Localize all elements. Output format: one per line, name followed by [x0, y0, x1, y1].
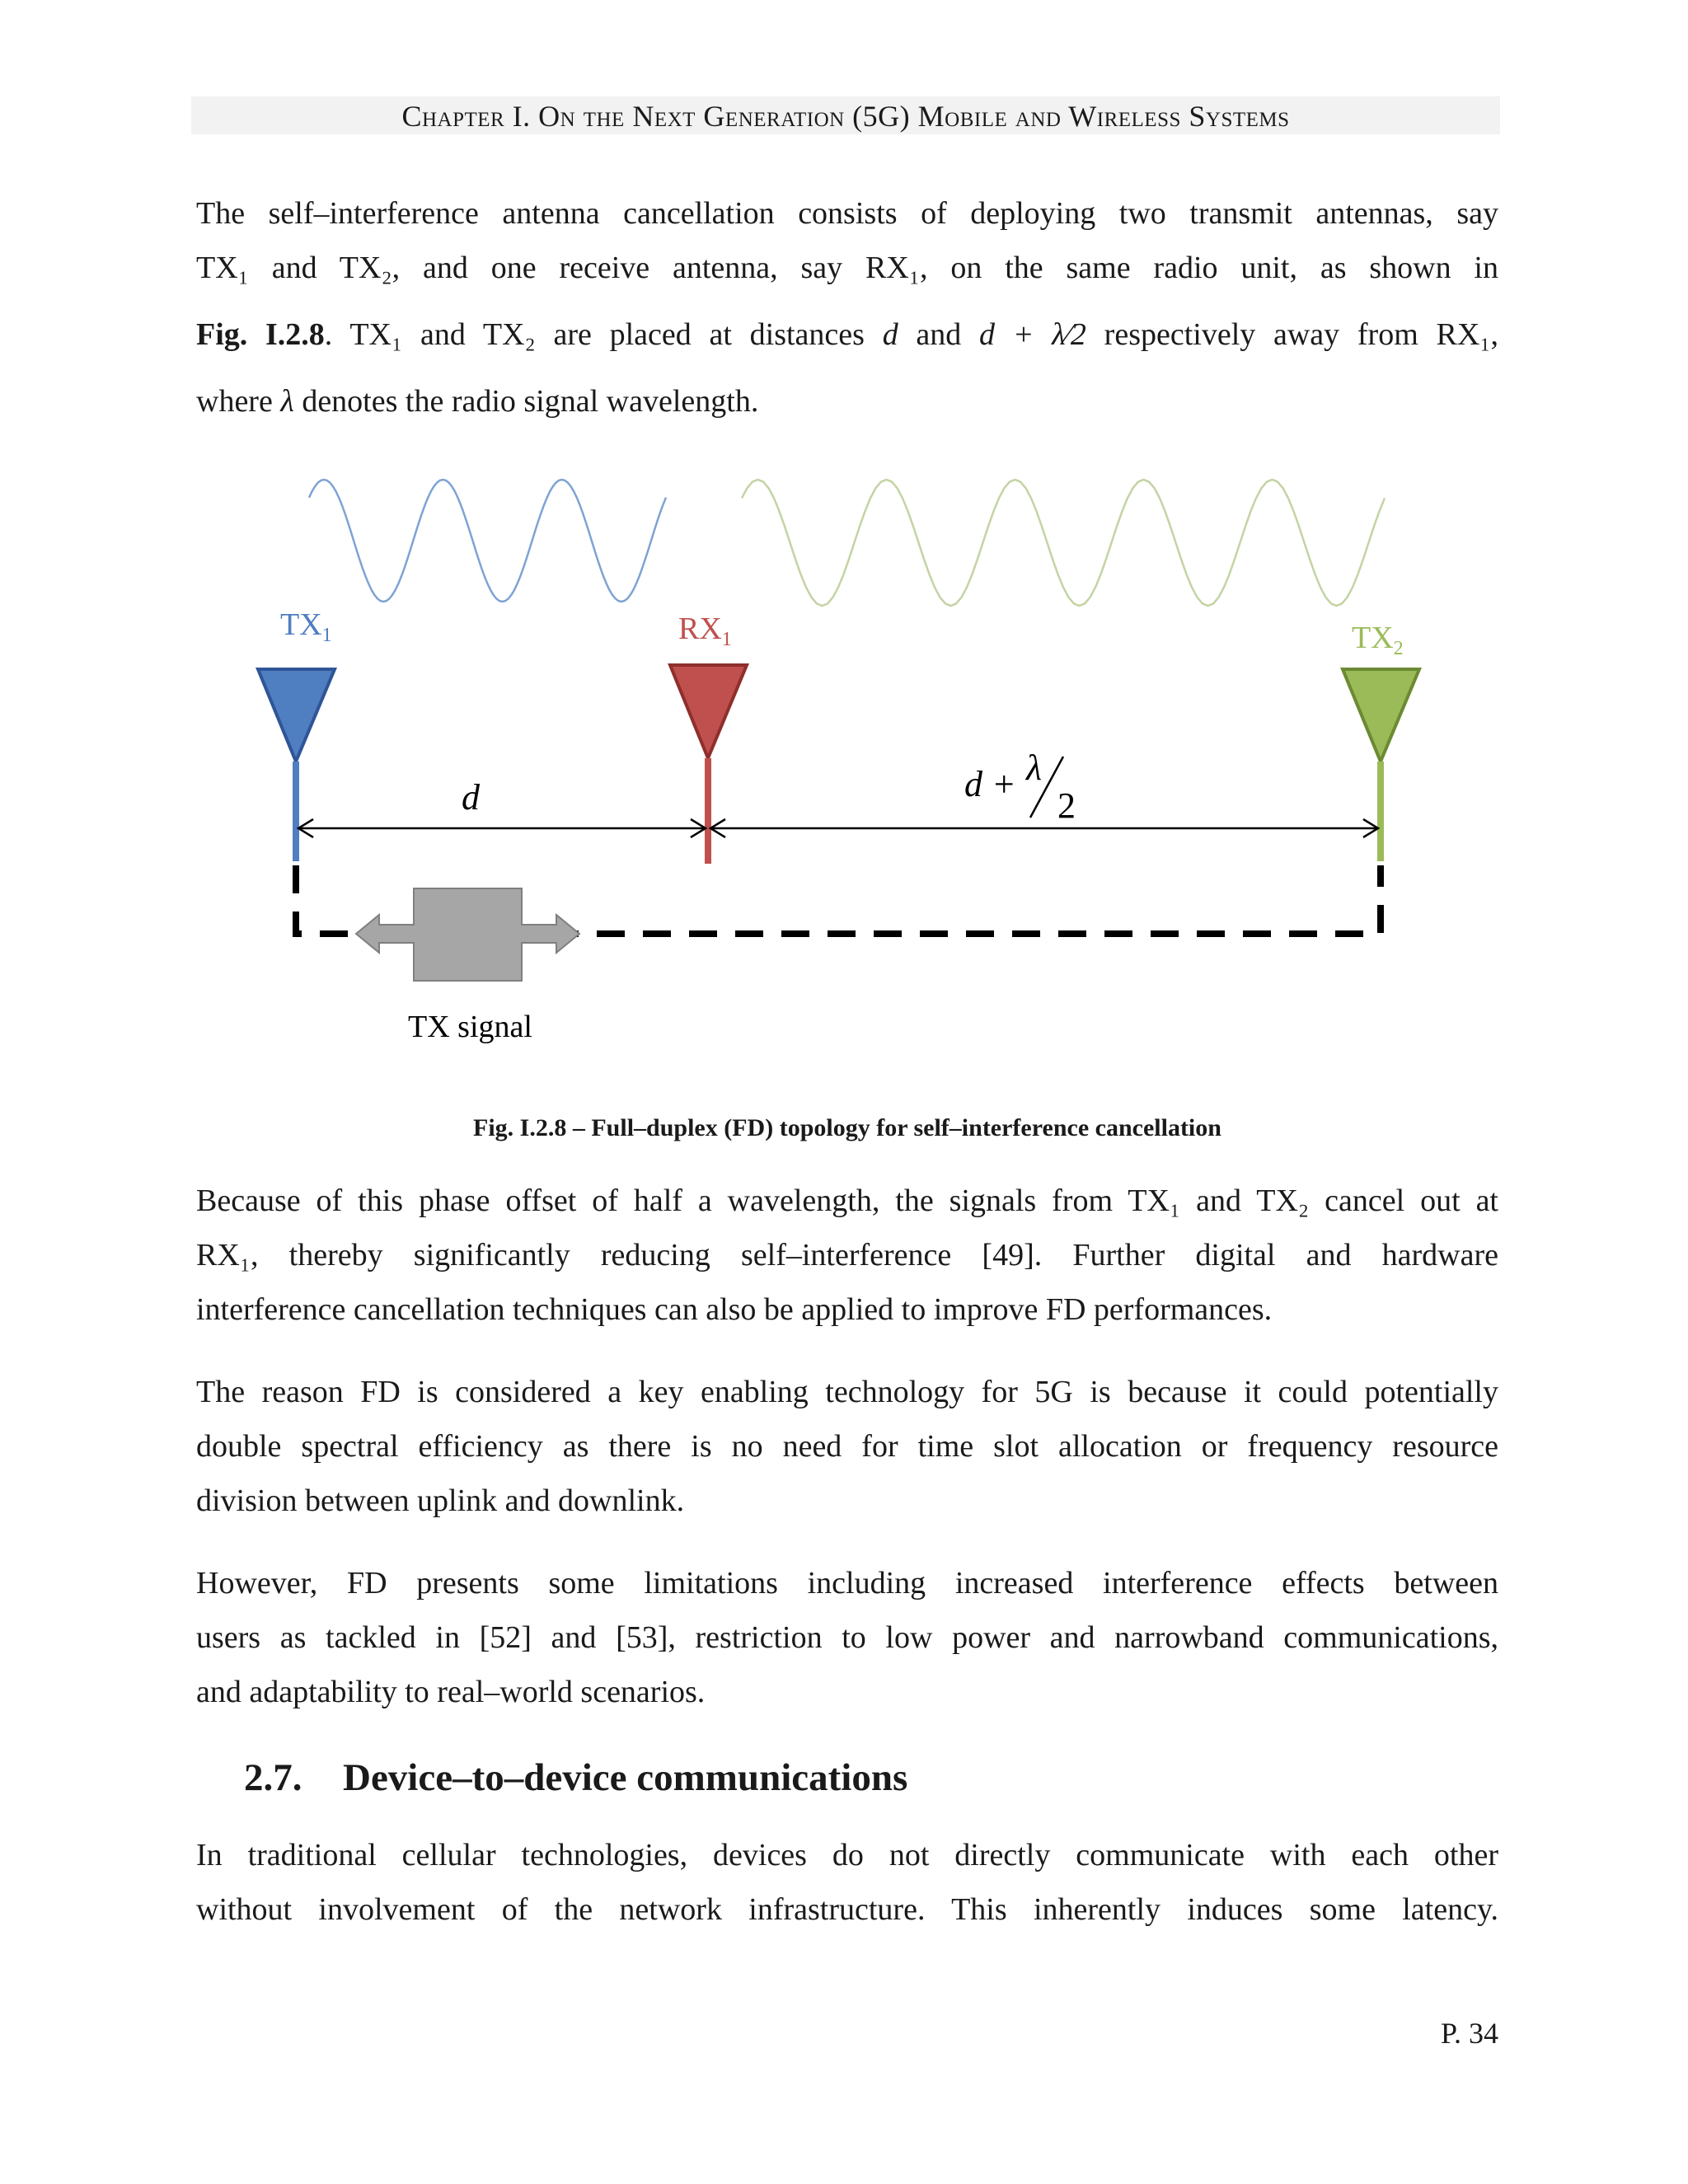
symbol-lambda: λ: [280, 384, 294, 419]
rx1-label: $RX_1$: [678, 612, 732, 650]
tx1-antenna-icon: [258, 669, 335, 762]
p1-line-2: RX₁, thereby significantly reducing self–interference [49]. Further digital and hardware: [196, 1238, 1498, 1272]
tx-signal-label: TX signal: [408, 1010, 532, 1044]
distance-d-label: d: [462, 777, 480, 818]
section-heading: [244, 1755, 907, 1800]
page-number: P. 34: [1440, 2017, 1498, 2050]
wave-right: [742, 480, 1385, 606]
p1-line-1: Because of this phase offset of half a wavelength, the signals from TX₁ and TX₂ cancel out at: [196, 1183, 1498, 1218]
intro-line-4: where λ denotes the radio signal wavelength.: [196, 384, 759, 419]
running-header: Chapter I. On the Next Generation (5G) Mobile and Wireless Systems: [401, 100, 1290, 133]
p2-line-2: double spectral efficiency as there is no need for time slot allocation or frequency resource: [196, 1429, 1498, 1464]
intro-line-3: Fig. I.2.8. TX₁ and TX₂ are placed at distances d and d + λ⁄2 respectively away from RX₁,: [196, 317, 1499, 352]
tx1-label: $TX_1$: [280, 607, 332, 646]
p2-line-1: The reason FD is considered a key enabling technology for 5G is because it could potentially: [196, 1375, 1498, 1409]
p4-line-1: In traditional cellular technologies, devices do not directly communicate with each other: [196, 1838, 1498, 1872]
figure-reference[interactable]: Fig. I.2.8: [196, 317, 325, 352]
paragraph-3: [196, 1556, 1498, 1719]
p3-line-2: users as tackled in [52] and [53], restriction to low power and narrowband communications,: [196, 1620, 1498, 1655]
tx2-label: $TX_2$: [1352, 621, 1404, 659]
p4-line-2: without involvement of the network infrastructure. This inherently induces some latency.: [196, 1892, 1498, 1927]
p1-line-3: interference cancellation techniques can also be applied to improve FD performances.: [196, 1292, 1273, 1327]
section-title: Device–to–device communications: [343, 1756, 908, 1799]
tx2-antenna-icon: [1343, 669, 1419, 762]
symbol-d: d: [882, 317, 898, 352]
paragraph-4: [196, 1828, 1498, 1937]
intro-line-2: TX₁ and TX₂, and one receive antenna, say RX₁, on the same radio unit, as shown in: [196, 251, 1498, 285]
distance-d-plus-half-lambda-label: [964, 748, 1076, 826]
p3-line-3: and adaptability to real–world scenarios.: [196, 1675, 706, 1709]
svg-text:d +: d +: [964, 764, 1016, 804]
wave-left: [309, 480, 666, 602]
paragraph-2: [196, 1365, 1498, 1528]
paragraph-1: [196, 1174, 1498, 1337]
figure-caption: Fig. I.2.8 – Full–duplex (FD) topology for self–interference cancellation: [473, 1114, 1221, 1141]
p2-line-3: division between uplink and downlink.: [196, 1483, 685, 1518]
tx-signal-block-icon: [356, 888, 579, 981]
p3-line-1: However, FD presents some limitations including increased interference effects between: [196, 1566, 1498, 1601]
svg-text:2: 2: [1057, 785, 1076, 826]
distance-arrows: [298, 819, 1378, 837]
expr-d-plus-half-lambda: d + λ⁄2: [979, 317, 1086, 352]
svg-text:λ: λ: [1026, 748, 1043, 788]
section-number: 2.7.: [244, 1756, 302, 1799]
rx1-antenna-icon: [670, 665, 747, 758]
intro-line-1: The self–interference antenna cancellation consists of deploying two transmit antennas, say: [196, 196, 1498, 231]
